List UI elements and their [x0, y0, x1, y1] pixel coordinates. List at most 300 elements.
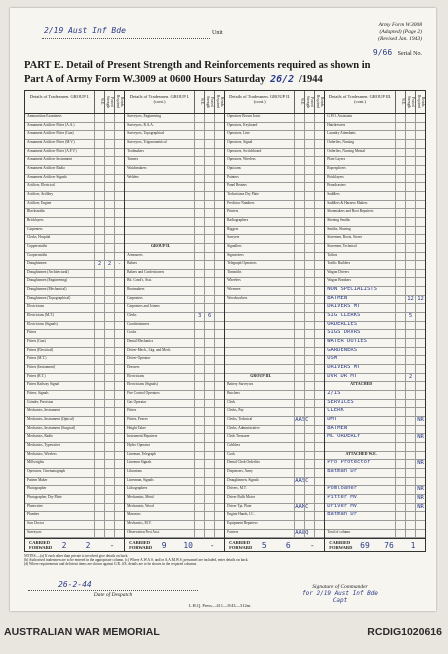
table-row: [325, 192, 425, 201]
row-value: [114, 227, 124, 235]
row-label: Mechanics, Instrument (Optical): [27, 416, 74, 421]
row-value: [314, 183, 324, 191]
row-value: [194, 261, 204, 269]
table-row: [325, 469, 425, 478]
row-value: [405, 175, 415, 183]
table-row: [25, 478, 124, 487]
row-label: Fire Control Operators: [127, 391, 160, 395]
row-value: [314, 149, 324, 157]
row-value: [214, 495, 224, 503]
row-value: [94, 192, 104, 200]
row-label: GARDENERS: [327, 347, 358, 353]
row-value: [214, 400, 224, 408]
row-value: [304, 434, 314, 442]
table-row: [225, 201, 324, 210]
row-value: [104, 201, 114, 209]
table-row: [225, 140, 324, 149]
row-value: [94, 452, 104, 460]
row-label: Artificer, Artillery: [27, 191, 54, 196]
row-value: [405, 504, 415, 512]
carried-forward-label: CARRIED FORWARD: [29, 540, 53, 550]
row-value: [304, 512, 314, 520]
title-line-2-text: Part A of Army Form W.3009 at 0600 Hours Saturday: [24, 74, 266, 85]
table-row: [25, 313, 124, 322]
row-value: [395, 478, 405, 486]
row-value: [395, 270, 405, 278]
row-value: [214, 287, 224, 295]
row-value: [304, 157, 314, 165]
row-value: [304, 123, 314, 131]
row-value: [214, 261, 224, 269]
table-row: [125, 512, 224, 521]
row-value: [204, 270, 214, 278]
table-row: [225, 192, 324, 201]
row-value: [114, 313, 124, 321]
row-value: [304, 209, 314, 217]
row-value: [395, 434, 405, 442]
row-value: [194, 452, 204, 460]
row-value: [214, 330, 224, 338]
row-value: [114, 391, 124, 399]
row-value: [94, 330, 104, 338]
row-value: [114, 278, 124, 286]
row-label: Clerks: [127, 313, 137, 318]
row-label: Draughtsmen (Topographical): [27, 295, 71, 300]
row-label: Opticians: [227, 165, 241, 170]
row-label: Draughtsmen (Engineering): [27, 278, 68, 283]
table-row: [225, 253, 324, 262]
row-value: [294, 486, 304, 494]
table-row: [25, 486, 124, 495]
row-label: Platewriter: [27, 503, 43, 508]
row-label: Wheelers: [227, 278, 241, 283]
row-value: [415, 443, 425, 451]
table-row: [25, 322, 124, 331]
row-label: Dressers: [127, 365, 140, 370]
table-row: [125, 400, 224, 409]
row-value: [214, 417, 224, 425]
table-rows: [125, 114, 224, 538]
row-label: Cobblers: [227, 442, 241, 447]
row-value: [304, 296, 314, 304]
row-value: [214, 408, 224, 416]
carried-forward-value: 5: [261, 540, 267, 550]
row-label: Fitters: [127, 408, 137, 413]
row-label: [225, 365, 294, 373]
archive-id: RCDIG1020616: [367, 626, 442, 638]
row-value: [304, 235, 314, 243]
row-value: [114, 400, 124, 408]
row-value: [395, 253, 405, 261]
row-label: Millwrights: [27, 460, 44, 465]
row-value: [204, 218, 214, 226]
carried-forward-value: 76: [384, 540, 394, 550]
table-row: [325, 304, 425, 313]
row-value: [214, 469, 224, 477]
table-row: [125, 408, 224, 417]
numeric-column-heading: Posted Strength: [304, 91, 314, 113]
row-value: [314, 278, 324, 286]
row-label: Pattern Maker: [27, 477, 48, 482]
row-value: [204, 460, 214, 468]
row-value: [415, 365, 425, 373]
row-value: [395, 460, 405, 468]
table-row: [25, 201, 124, 210]
row-label: Surveyors: [27, 529, 42, 534]
row-value: [194, 512, 204, 520]
row-value: [405, 157, 415, 165]
row-label: Welders: [127, 174, 139, 179]
row-value: [304, 322, 314, 330]
row-value: [395, 382, 405, 390]
row-value: [204, 253, 214, 261]
row-value: [114, 192, 124, 200]
notes-section: [24, 554, 424, 567]
numeric-column-heading: Posted Strength: [104, 91, 114, 113]
row-value: 6: [204, 313, 214, 321]
row-value: [204, 123, 214, 131]
row-value: [104, 313, 114, 321]
row-value: [304, 417, 314, 425]
row-value: [304, 253, 314, 261]
row-value: [294, 235, 304, 243]
row-value: [194, 244, 204, 252]
row-value: [304, 339, 314, 347]
table-row: [125, 322, 224, 331]
row-value: [314, 486, 324, 494]
row-label: Painters: [227, 174, 239, 179]
row-value: NR: [415, 486, 425, 494]
row-value: [294, 434, 304, 442]
row-value: [104, 443, 114, 451]
row-value: [104, 235, 114, 243]
row-value: [304, 391, 314, 399]
row-value: [94, 365, 104, 373]
row-value: [314, 157, 324, 165]
row-value: [395, 322, 405, 330]
row-value: [104, 287, 114, 295]
table-row: [225, 374, 324, 383]
row-value: [304, 504, 314, 512]
row-label: Artificer, Engine: [27, 200, 52, 205]
row-value: [94, 201, 104, 209]
row-value: [94, 140, 104, 148]
numeric-column-heading: Reinfs. Required: [314, 91, 324, 113]
row-value: [405, 530, 415, 538]
row-value: [104, 374, 114, 382]
row-value: [214, 486, 224, 494]
table-row: [125, 504, 224, 513]
row-label: Height Taker: [127, 425, 146, 430]
row-value: [415, 330, 425, 338]
row-value: [114, 287, 124, 295]
row-value: [304, 218, 314, 226]
row-value: [104, 460, 114, 468]
row-value: [304, 140, 314, 148]
row-value: [94, 131, 104, 139]
row-value: AA&Q: [295, 529, 309, 536]
row-value: [104, 348, 114, 356]
row-value: [204, 192, 214, 200]
row-value: [405, 183, 415, 191]
row-value: [214, 382, 224, 390]
table-row: [125, 157, 224, 166]
numeric-column-heading: Reinfs. Required: [114, 91, 124, 113]
table-row: [225, 530, 324, 539]
table-row: [325, 504, 425, 513]
row-value: [194, 469, 204, 477]
row-label: Mechanists, Wood: [127, 503, 154, 508]
row-value: [214, 478, 224, 486]
table-row: [125, 486, 224, 495]
row-value: [104, 417, 114, 425]
row-value: [104, 530, 114, 538]
row-value: [304, 443, 314, 451]
signature-label: Signature of Commander: [312, 584, 368, 590]
table-row: [125, 460, 224, 469]
row-value: [214, 374, 224, 382]
table-row: [25, 131, 124, 140]
table-row: [225, 278, 324, 287]
row-value: NR: [415, 495, 425, 503]
row-label: Bricklayers: [327, 174, 344, 179]
row-label: BATMEN: [327, 425, 348, 431]
row-value: [294, 330, 304, 338]
row-value: [214, 452, 224, 460]
row-value: [314, 244, 324, 252]
row-value: [314, 166, 324, 174]
form-ref-line: (Revised Jan. 1943): [378, 36, 422, 42]
row-value: [294, 356, 304, 364]
row-value: [314, 339, 324, 347]
row-value: [294, 201, 304, 209]
table-row: [325, 408, 425, 417]
archive-name: AUSTRALIAN WAR MEMORIAL: [4, 626, 160, 638]
row-value: [114, 330, 124, 338]
table-row: [325, 530, 425, 539]
row-value: [214, 175, 224, 183]
row-label: [225, 313, 294, 321]
row-value: [415, 521, 425, 529]
row-value: [314, 253, 324, 261]
row-value: [304, 192, 314, 200]
table-row: [325, 512, 425, 521]
row-value: [405, 123, 415, 131]
row-value: [405, 270, 415, 278]
row-value: [314, 434, 324, 442]
table-row: [225, 382, 324, 391]
row-label: SIG CLERKS: [327, 313, 361, 319]
row-label: Dental Mechanics: [127, 339, 154, 344]
table-column-1: [25, 91, 125, 551]
table-row: [225, 235, 324, 244]
row-label: Orderlies, Nursing: [327, 139, 354, 144]
row-label: Instrument Repairers: [127, 434, 158, 439]
row-value: [114, 478, 124, 486]
row-value: [104, 495, 114, 503]
row-value: [415, 408, 425, 416]
row-value: [395, 365, 405, 373]
row-label: Draughtsmen, Signals: [227, 477, 259, 482]
row-value: [395, 114, 405, 122]
row-value: [395, 123, 405, 131]
row-value: [204, 114, 214, 122]
numeric-column-heading: W.E.: [294, 91, 304, 113]
row-value: [104, 209, 114, 217]
table-row: [225, 287, 324, 296]
row-label: Batman Dr: [327, 512, 358, 518]
row-value: NR: [415, 417, 425, 425]
row-value: [114, 469, 124, 477]
table-row: [25, 374, 124, 383]
table-row: [325, 495, 425, 504]
row-value: [314, 227, 324, 235]
table-row: [125, 495, 224, 504]
row-value: [104, 114, 114, 122]
row-value: [405, 486, 415, 494]
table-row: [325, 417, 425, 426]
row-value: [104, 391, 114, 399]
row-label: Fitters (M.T.): [27, 356, 47, 361]
row-value: [204, 339, 214, 347]
row-value: [114, 253, 124, 261]
table-row: [125, 391, 224, 400]
row-value: [94, 374, 104, 382]
row-value: [304, 278, 314, 286]
table-row: [325, 296, 425, 305]
row-label: Dental Clerk Orderlies: [227, 460, 260, 465]
row-value: [204, 131, 214, 139]
row-label: [225, 339, 294, 347]
row-value: [114, 201, 124, 209]
table-row: [125, 235, 224, 244]
row-value: [194, 140, 204, 148]
row-label: Traffic Builders: [327, 261, 351, 266]
row-value: [395, 330, 405, 338]
row-value: 2: [94, 261, 104, 269]
row-value: [405, 460, 415, 468]
row-value: [405, 356, 415, 364]
row-value: [214, 278, 224, 286]
row-value: [415, 356, 425, 364]
row-value: [294, 140, 304, 148]
row-value: [294, 175, 304, 183]
row-value: [415, 209, 425, 217]
row-label: [225, 322, 294, 330]
table-row: [125, 304, 224, 313]
row-value: [415, 227, 425, 235]
row-value: [304, 452, 314, 460]
row-label: Armourers: [127, 252, 143, 257]
row-label: Armament Artificer Fitter (A.F.V.): [27, 148, 77, 153]
table-row: [25, 157, 124, 166]
date-value: 26/2: [270, 74, 295, 85]
row-value: [114, 426, 124, 434]
table-row: [325, 400, 425, 409]
table-row: [325, 278, 425, 287]
table-row: [325, 365, 425, 374]
table-row: [125, 374, 224, 383]
table-row: [125, 356, 224, 365]
row-label: Telegraph Operators: [227, 261, 257, 266]
table-row: [25, 417, 124, 426]
row-label: Driver Bulls Motor: [227, 494, 255, 499]
row-label: Bricklayers: [27, 217, 44, 222]
numeric-column-heading: Reinfs. Required: [214, 91, 224, 113]
row-value: [415, 426, 425, 434]
row-value: [294, 400, 304, 408]
row-label: Draughtsmen: [27, 261, 47, 266]
row-value: [405, 131, 415, 139]
row-label: Draughtsmen (Mechanical): [27, 287, 67, 292]
row-value: [114, 408, 124, 416]
row-value: [114, 374, 124, 382]
table-row: [225, 504, 324, 513]
row-value: [304, 227, 314, 235]
row-value: [114, 339, 124, 347]
table-row: [225, 426, 324, 435]
row-value: [405, 304, 415, 312]
row-value: [214, 123, 224, 131]
row-value: [104, 157, 114, 165]
row-value: [214, 348, 224, 356]
row-value: [94, 235, 104, 243]
row-value: [294, 339, 304, 347]
column-header: [25, 91, 124, 114]
table-row: [325, 201, 425, 210]
row-label: Electricians (Signals): [127, 382, 158, 387]
row-value: [314, 426, 324, 434]
row-value: [94, 149, 104, 157]
row-value: [214, 313, 224, 321]
row-label: Plumber: [27, 512, 40, 517]
row-value: [114, 348, 124, 356]
row-value: AASC: [295, 477, 309, 484]
row-label: GROUP III.: [250, 373, 272, 378]
row-label: Bit. Cond's, Asst.: [127, 278, 152, 283]
row-value: [415, 469, 425, 477]
table-row: [225, 227, 324, 236]
row-label: [325, 478, 395, 486]
row-label: Ammunition Examiners: [27, 114, 62, 118]
row-value: [104, 504, 114, 512]
row-label: Clerk Treasurer: [227, 434, 250, 439]
table-row: [325, 434, 425, 443]
row-value: [294, 512, 304, 520]
row-label: Electricians (Signals): [27, 321, 58, 326]
row-value: [294, 296, 304, 304]
row-value: [94, 408, 104, 416]
row-label: Signwriters: [227, 252, 244, 257]
row-label: Bakers and Confectioners: [127, 269, 165, 274]
row-label: [325, 521, 395, 529]
table-row: [225, 495, 324, 504]
row-value: [395, 504, 405, 512]
row-value: [214, 391, 224, 399]
column-header: [125, 91, 224, 114]
row-value: [294, 521, 304, 529]
row-value: [304, 175, 314, 183]
row-value: [314, 270, 324, 278]
row-label: Photographer, Dry Plate: [27, 494, 62, 499]
row-value: [405, 278, 415, 286]
row-value: [94, 296, 104, 304]
table-row: [225, 114, 324, 123]
row-value: [405, 417, 415, 425]
table-row: [225, 434, 324, 443]
table-row: [25, 183, 124, 192]
row-value: [314, 287, 324, 295]
